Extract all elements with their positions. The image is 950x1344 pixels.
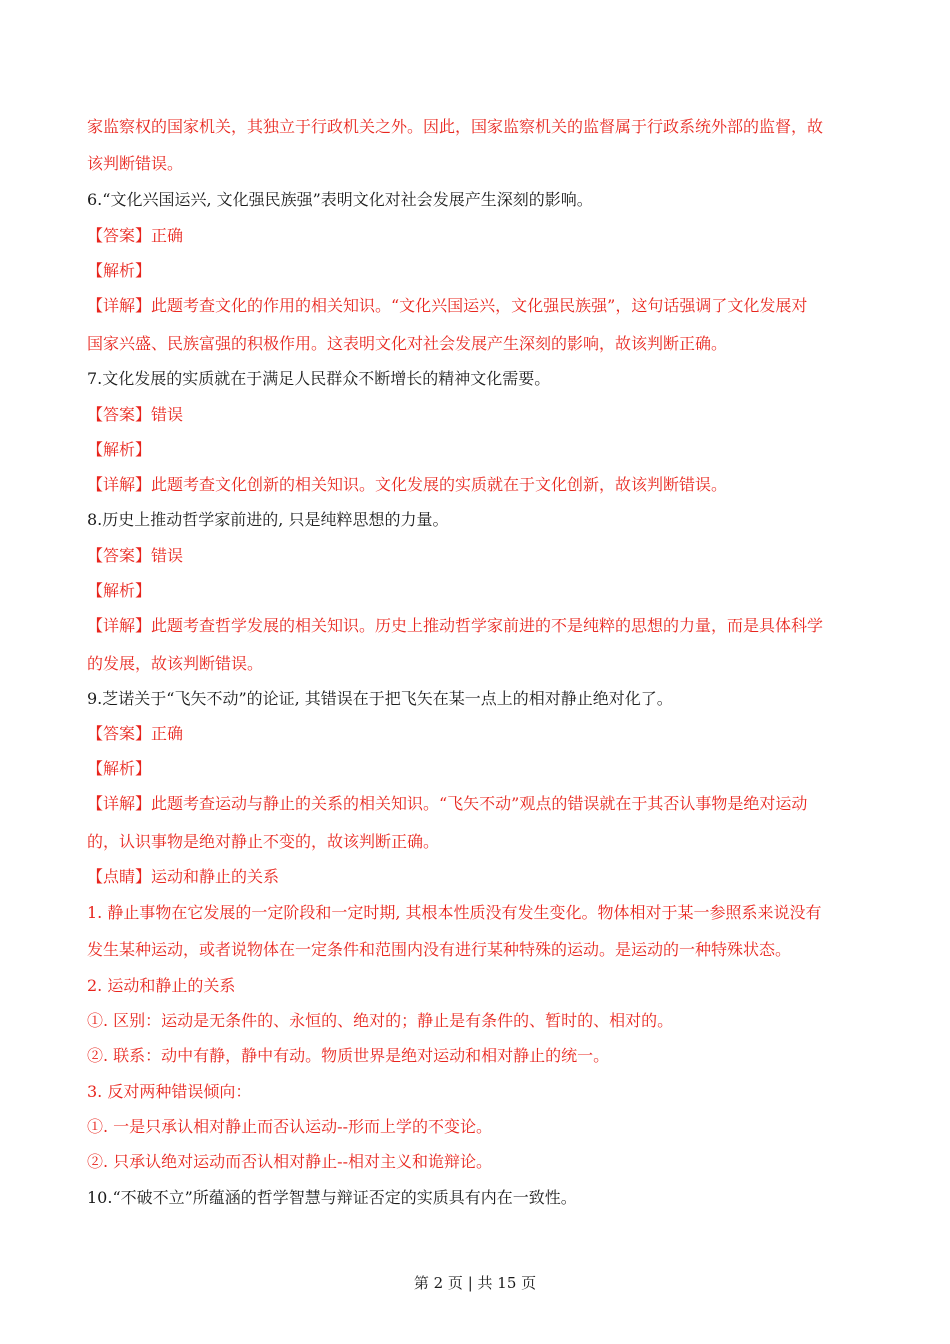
q8-analysis-label: 【解析】 <box>87 581 152 600</box>
q8-detail-line-1: 【详解】此题考查哲学发展的相关知识。历史上推动哲学家前进的不是纯粹的思想的力量，而是具体科学 <box>87 616 824 635</box>
q6-detail-line-2: 国家兴盛、民族富强的积极作用。这表明文化对社会发展产生深刻的影响，故该判断正确。 <box>87 334 728 353</box>
q6-question: 6.“文化兴国运兴, 文化强民族强”表明文化对社会发展产生深刻的影响。 <box>87 190 593 209</box>
q6-analysis-label: 【解析】 <box>87 261 152 280</box>
q9-tip-point-3: 3. 反对两种错误倾向： <box>87 1082 252 1101</box>
q9-tip-point-2-a: ①. 区别：运动是无条件的、永恒的、绝对的；静止是有条件的、暂时的、相对的。 <box>87 1011 674 1030</box>
q7-analysis-label: 【解析】 <box>87 440 152 459</box>
q9-tip-point-1-line-1: 1. 静止事物在它发展的一定阶段和一定时期, 其根本性质没有发生变化。物体相对于某一参照系来说没有 <box>87 903 822 922</box>
q9-detail-line-2: 的，认识事物是绝对静止不变的，故该判断正确。 <box>87 832 440 851</box>
q9-tip-point-1-line-2: 发生某种运动，或者说物体在一定条件和范围内没有进行某种特殊的运动。是运动的一种特殊状态。 <box>87 940 792 959</box>
q8-answer: 【答案】错误 <box>87 546 184 565</box>
q7-question: 7.文化发展的实质就在于满足人民群众不断增长的精神文化需要。 <box>87 369 551 388</box>
q9-tip-point-2: 2. 运动和静止的关系 <box>87 976 236 995</box>
page-footer: 第 2 页 | 共 15 页 <box>413 1274 537 1292</box>
q5-explanation-line-2: 该判断错误。 <box>87 154 184 173</box>
q8-detail-line-2: 的发展，故该判断错误。 <box>87 654 264 673</box>
q9-tip-point-3-b: ②. 只承认绝对运动而否认相对静止--相对主义和诡辩论。 <box>87 1152 492 1171</box>
q8-question: 8.历史上推动哲学家前进的, 只是纯粹思想的力量。 <box>87 510 449 529</box>
q7-answer: 【答案】错误 <box>87 405 184 424</box>
q7-detail-line-1: 【详解】此题考查文化创新的相关知识。文化发展的实质就在于文化创新，故该判断错误。 <box>87 475 728 494</box>
q6-detail-line-1: 【详解】此题考查文化的作用的相关知识。“文化兴国运兴，文化强民族强”，这句话强调了文化发展对 <box>87 296 808 315</box>
q9-analysis-label: 【解析】 <box>87 759 152 778</box>
q9-tip-point-2-b: ②. 联系：动中有静，静中有动。物质世界是绝对运动和相对静止的统一。 <box>87 1046 610 1065</box>
q9-detail-line-1: 【详解】此题考查运动与静止的关系的相关知识。“飞矢不动”观点的错误就在于其否认事物是绝对运动 <box>87 794 808 813</box>
q6-answer: 【答案】正确 <box>87 226 184 245</box>
q5-explanation-line-1: 家监察权的国家机关，其独立于行政机关之外。因此，国家监察机关的监督属于行政系统外部的监督，故 <box>87 117 824 136</box>
q10-question: 10.“不破不立”所蕴涵的哲学智慧与辩证否定的实质具有内在一致性。 <box>87 1188 577 1207</box>
q9-tip-point-3-a: ①. 一是只承认相对静止而否认运动--形而上学的不变论。 <box>87 1117 492 1136</box>
q9-question: 9.芝诺关于“飞矢不动”的论证, 其错误在于把飞矢在某一点上的相对静止绝对化了。 <box>87 689 673 708</box>
q9-answer: 【答案】正确 <box>87 724 184 743</box>
q9-tip-title: 【点睛】运动和静止的关系 <box>87 867 280 886</box>
